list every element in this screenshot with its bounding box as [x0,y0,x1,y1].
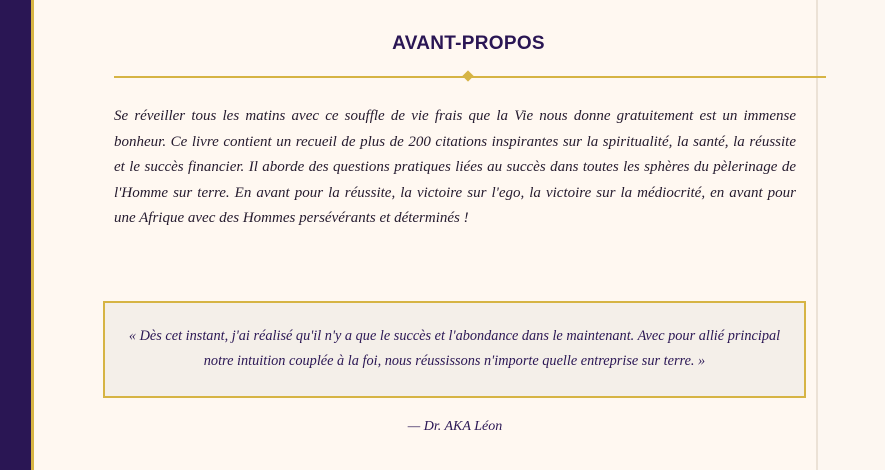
book-spine [0,0,31,470]
foreword-paragraph: Se réveiller tous les matins avec ce souffle de vie frais que la Vie nous donne gratuitement est un immense bonheur. Ce livre contient un recueil de plus de 200 citations inspirantes sur la spiritualité, la santé, la réussite et le succès financier. Il aborde des questions pratiques liées au succès dans toutes les sphères du pèlerinage de l'Homme sur terre. En avant pour la réussite, la victoire sur l'ego, la victoire sur la médiocrité, en avant pour une Afrique avec des Hommes persévérants et déterminés ! [114,108,796,227]
quote-box [103,301,806,398]
quote-text: « Dès cet instant, j'ai réalisé qu'il n'y a que le succès et l'abondance dans le maintenant. Avec pour allié principal notre intuition couplée à la foi, nous réussissons n'importe quelle entreprise sur terre. » [128,328,781,369]
outer-margin [818,0,885,470]
section-title: AVANT-PROPOS [392,33,545,54]
book-page [34,0,816,470]
quote-attribution: — Dr. AKA Léon [407,419,503,434]
